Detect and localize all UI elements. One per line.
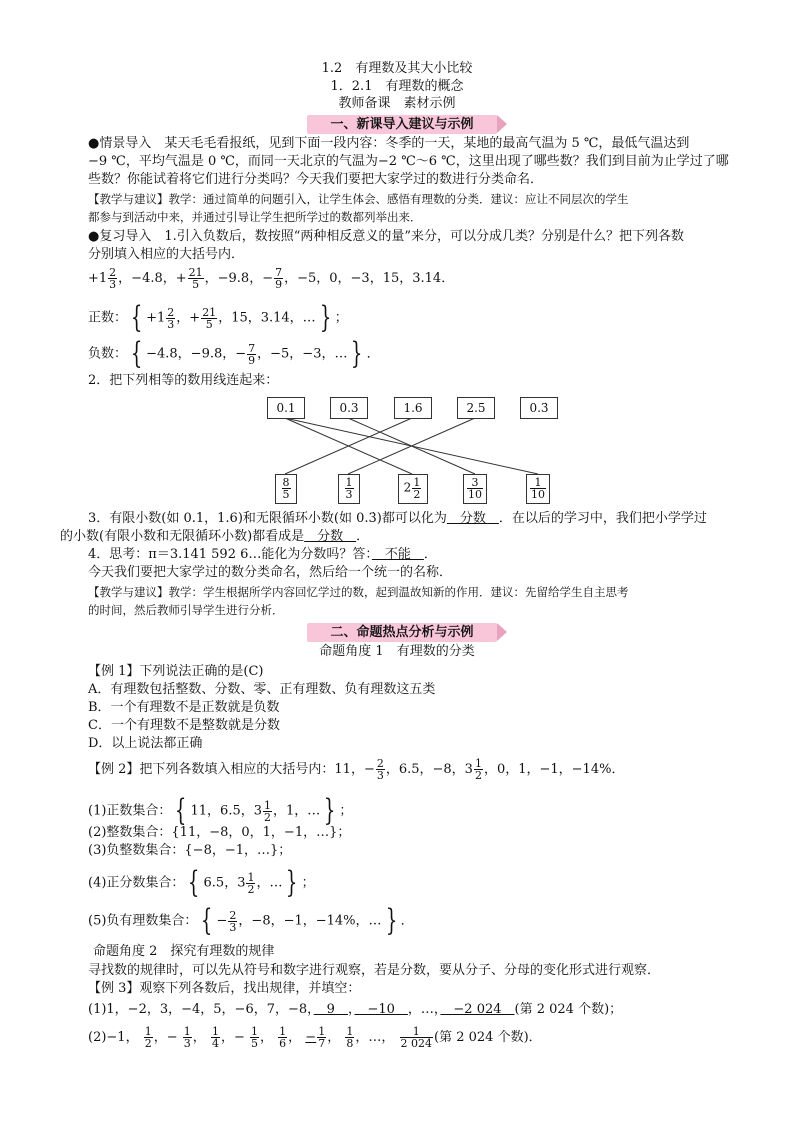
bottom-box-1: $\frac{8}{5}$ <box>275 474 297 504</box>
ex2-set-2: (2)整数集合：{11，−8，0，1，−1，…}； <box>88 825 351 840</box>
top-box-4: 2.5 <box>457 397 495 419</box>
top-box-5: 0.3̇ <box>520 397 558 419</box>
section-banner-1: 一、新课导入建议与示例 <box>307 115 497 134</box>
negative-set: 负数： { −4.8，−9.8，− $\frac{7}{9}$ ，−5，−3，… } ． <box>88 336 380 371</box>
ex1-option-c: C．一个有理数不是整数就是分数 <box>88 718 280 733</box>
intro-end: 今天我们要把大家学过的数分类命名，然后给一个统一的名称． <box>88 565 453 580</box>
p1-line1: ●情景导入 某天毛毛看报纸，见到下面一段内容：冬季的一天，某地的最高气温为 5 ℃，最低气温达到 <box>88 136 690 151</box>
ex3-row2: (2)−1， $\frac{1}{2}$ ，− $\frac{1}{3}$ ， $\frac{1}{4}$ ，− $\frac{1}{5}$ ， $\frac{1}{6}$ ， − $\frac{1}{7}$ ， $\frac{1}{8}$ ，…， $\frac{1}{2 024}$ (第 2 024 个数)． <box>88 1025 542 1050</box>
p2-line1: ●复习导入 1.引入负数后，数按照“两种相反意义的量”来分，可以分成几类？分别是什么？把下列各数 <box>88 229 685 244</box>
fraction: $\frac{7}{9}$ <box>275 266 283 291</box>
ex1-option-b: B．一个有理数不是正数就是负数 <box>88 700 280 715</box>
ex2-question: 【例 2】把下列各数填入相应的大括号内：11，− $\frac{2}{3}$ ，6.5，−8，3 $\frac{1}{2}$ ，0，1，−1，−14%． <box>88 757 625 782</box>
ex2-set-1: (1)正数集合： { 11，6.5，3 $\frac{1}{2}$ ，1，… } ； <box>88 793 353 828</box>
ex2-set-4: (4)正分数集合： { 6.5，3 $\frac{1}{2}$ ，… } ； <box>88 865 315 900</box>
ex2-set-3: (3)负整数集合：{−8，−1，…}； <box>88 843 292 858</box>
number-list: +1 $\frac{2}{3}$ ，−4.8，+ $\frac{21}{5}$ ，−9.8，− $\frac{7}{9}$ ，−5，0，−3，15，3.14． <box>88 266 455 291</box>
q4-line: 4．思考：π＝3.141 592 6…能化为分数吗？答： 不能 ． <box>88 547 437 562</box>
ex1-question: 【例 1】下列说法正确的是(C) <box>88 664 264 679</box>
q2-text: 2．把下列相等的数用线连起来： <box>88 373 279 388</box>
p2-line2: 分别填入相应的大括号内． <box>88 247 245 262</box>
angle2-title: 命题角度 2 探究有理数的规律 <box>93 944 275 959</box>
note2-line1: 【教学与建议】教学：学生根据所学内容回忆学过的数，起到温故知新的作用．建议：先留给学生自主思考 <box>88 585 629 599</box>
ex1-option-d: D．以上说法都正确 <box>88 736 203 751</box>
fraction: $\frac{21}{5}$ <box>188 266 203 291</box>
note2-line2: 的时间，然后教师引导学生进行分析． <box>88 603 284 617</box>
q3-line2: 的小数(有限小数和无限循环小数)都看成是 分数 ． <box>60 529 370 544</box>
ex1-option-a: A．有理数包括整数、分数、零、正有理数、负有理数这五类 <box>88 682 436 697</box>
ex3-row1: (1)1，−2，3，−4，5，−6，7，−8， 9 ， −10 ，…， −2 024 (第 2 024 个数)； <box>88 1002 623 1017</box>
bottom-box-3: 2 $\frac{1}{2}$ <box>398 474 428 504</box>
fraction: $\frac{2}{3}$ <box>109 266 117 291</box>
note1-line2: 都参与到活动中来，并通过引导让学生把所学过的数都列举出来． <box>88 210 422 224</box>
bottom-box-4: $\frac{3}{10}$ <box>463 474 487 504</box>
ex3-question: 【例 3】观察下列各数后，找出规律，并填空： <box>88 981 361 996</box>
top-box-1: 0.1 <box>267 397 305 419</box>
section-sub2: 教师备课 素材示例 <box>338 96 456 111</box>
top-box-2: 0.3 <box>330 397 368 419</box>
q3-line1: 3．有限小数(如 0.1，1.6)和无限循环小数(如 0.3̇)都可以化为 分数 ．在以后的学习中，我们把小学学过 <box>88 511 707 526</box>
note1-line1: 【教学与建议】教学：通过简单的问题引入，让学生体会、感悟有理数的分类．建议：应让不同层次的学生 <box>88 192 629 206</box>
p1-line3: 些数？你能试着将它们进行分类吗？今天我们要把大家学过的数进行分类命名． <box>88 172 544 187</box>
top-box-3: 1.6 <box>394 397 432 419</box>
section-banner-2: 二、命题热点分析与示例 <box>307 623 497 642</box>
bottom-box-2: $\frac{1}{3}$ <box>338 474 360 504</box>
section-subtitle: 1．2.1 有理数的概念 <box>330 79 464 94</box>
bottom-box-5: $\frac{1}{10}$ <box>526 474 550 504</box>
angle1-title: 命题角度 1 有理数的分类 <box>319 644 475 659</box>
p1-line2: −9 ℃，平均气温是 0 ℃，而同一天北京的气温为−2 ℃～6 ℃，这里出现了哪些数？我们到目前为止学过了哪 <box>88 154 729 169</box>
ex2-set-5: (5)负有理数集合： { − $\frac{2}{3}$ ，−8，−1，−14%，… } ． <box>88 903 414 938</box>
angle2-desc: 寻找数的规律时，可以先从符号和数字进行观察，若是分数，要从分子、分母的变化形式进行观察． <box>88 963 661 978</box>
positive-set: 正数： { +1 $\frac{2}{3}$ ，+ $\frac{21}{5}$ ，15，3.14，… } ； <box>88 300 348 335</box>
doc-title: 1.2 有理数及其大小比较 <box>321 61 473 76</box>
